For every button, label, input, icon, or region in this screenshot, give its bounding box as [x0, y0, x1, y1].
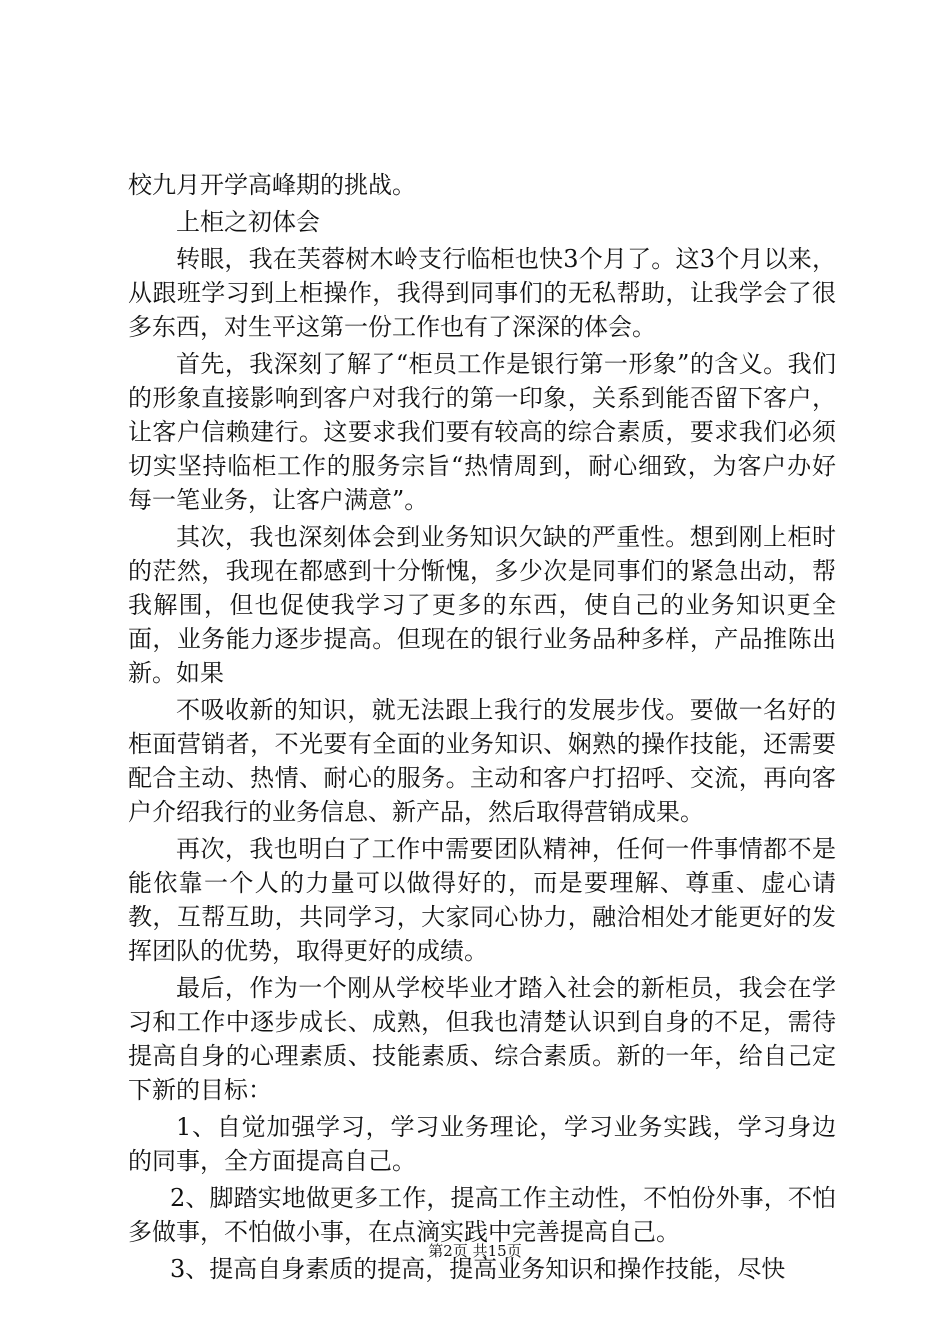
paragraph: 其次，我也深刻体会到业务知识欠缺的严重性。想到刚上柜时的茫然，我现在都感到十分惭愧，多少次是同事们的紧急出动，帮我解围，但也促使我学习了更多的东西，使自己的业务知识更全面，业务能力逐步提高。但现在的银行业务品种多样，产品推陈出新。如果 — [128, 523, 836, 687]
paragraph: 首先，我深刻了解了“柜员工作是银行第一形象”的含义。我们的形象直接影响到客户对我行的第一印象，关系到能否留下客户，让客户信赖建行。这要求我们要有较高的综合素质，要求我们必须切实坚持临柜工作的服务宗旨“热情周到，耐心细致，为客户办好每一笔业务，让客户满意”。 — [128, 350, 836, 514]
paragraph: 再次，我也明白了工作中需要团队精神，任何一件事情都不是能依靠一个人的力量可以做得好的，而是要理解、尊重、虚心请教，互帮互助，共同学习，大家同心协力，融洽相处才能更好的发挥团队的优势，取得更好的成绩。 — [128, 835, 836, 965]
paragraph: 转眼，我在芙蓉树木岭支行临柜也快3个月了。这3个月以来，从跟班学习到上柜操作，我得到同事们的无私帮助，让我学会了很多东西，对生平这第一份工作也有了深深的体会。 — [128, 245, 836, 341]
document-body — [128, 168, 836, 1289]
paragraph: 最后，作为一个刚从学校毕业才踏入社会的新柜员，我会在学习和工作中逐步成长、成熟，但我也清楚认识到自身的不足，需待提高自身的心理素质、技能素质、综合素质。新的一年，给自己定下新的目标： — [128, 974, 836, 1104]
page-footer: 第2页 共15页 — [428, 1242, 522, 1260]
section-heading: 上柜之初体会 — [176, 208, 320, 236]
list-item: 2、脚踏实地做更多工作，提高工作主动性，不怕份外事，不怕多做事，不怕做小事，在点滴实践中完善提高自己。 — [128, 1184, 836, 1246]
paragraph: 不吸收新的知识，就无法跟上我行的发展步伐。要做一名好的柜面营销者，不光要有全面的业务知识、娴熟的操作技能，还需要配合主动、热情、耐心的服务。主动和客户打招呼、交流，再向客户介绍我行的业务信息、新产品，然后取得营销成果。 — [128, 696, 836, 826]
paragraph-continuation: 校九月开学高峰期的挑战。 — [128, 171, 416, 199]
list-item: 3、提高自身素质的提高，提高业务知识和操作技能，尽快 — [170, 1255, 786, 1283]
list-item: 1、自觉加强学习，学习业务理论，学习业务实践，学习身边的同事，全方面提高自己。 — [128, 1113, 836, 1175]
